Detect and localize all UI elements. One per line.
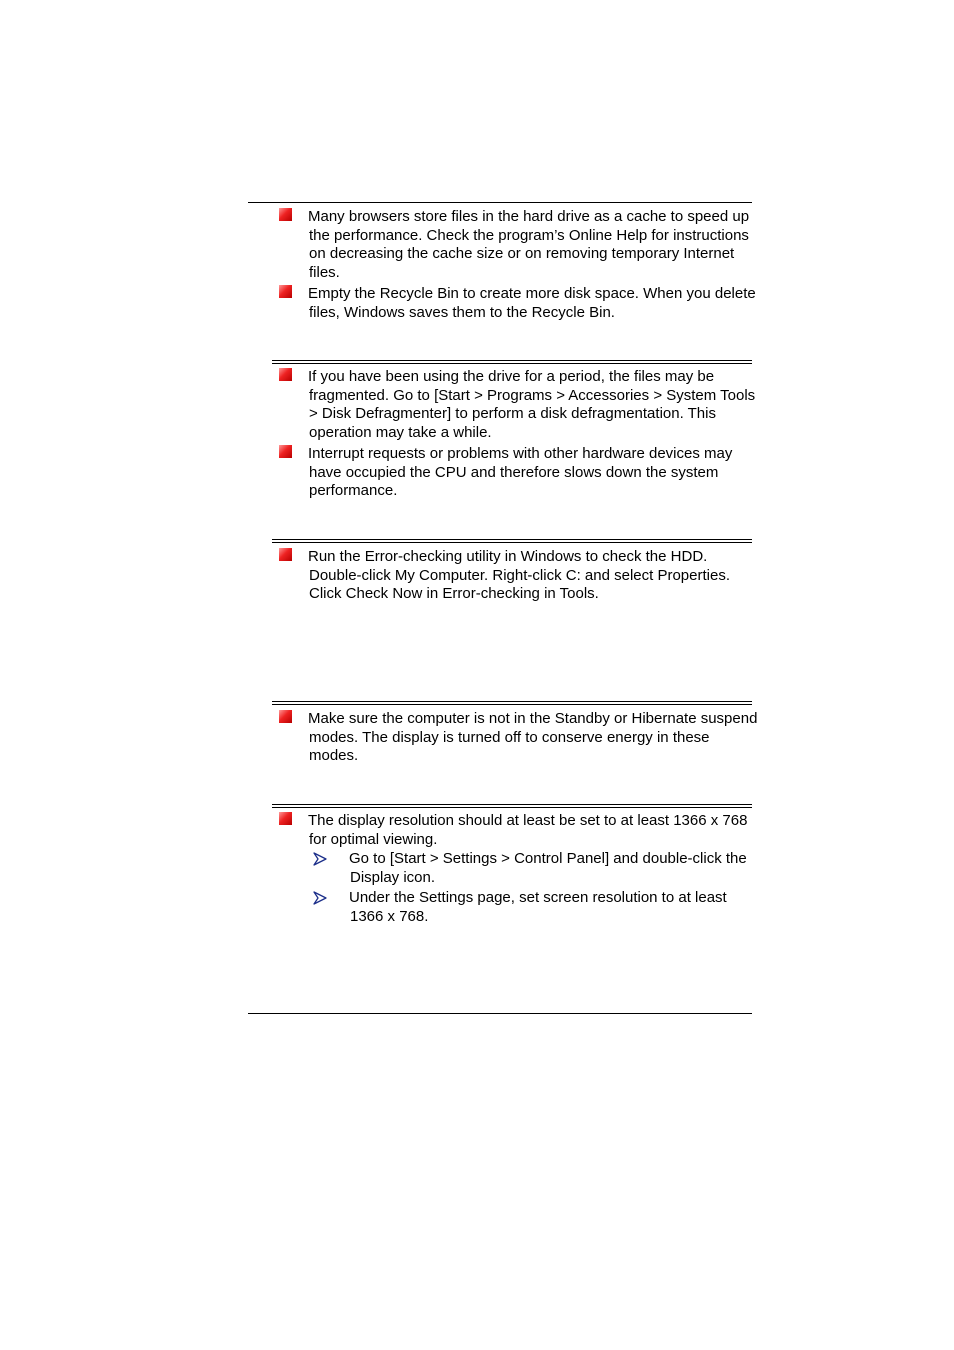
section-defragment bbox=[279, 368, 759, 503]
red-square-bullet-icon bbox=[279, 368, 292, 381]
list-item bbox=[279, 208, 759, 283]
section-standby bbox=[279, 710, 759, 768]
sub-list-item-text: Go to [Start > Settings > Control Panel] and double-click the Display icon. bbox=[349, 850, 747, 887]
list-item bbox=[279, 548, 759, 604]
list-item bbox=[279, 368, 759, 443]
section-display-resolution bbox=[279, 812, 759, 928]
bottom-rule bbox=[248, 1013, 752, 1014]
red-square-bullet-icon bbox=[279, 812, 292, 825]
sub-list-item-text: Under the Settings page, set screen resolution to at least 1366 x 768. bbox=[349, 888, 727, 925]
arrow-bullet-icon bbox=[313, 850, 327, 868]
red-square-bullet-icon bbox=[279, 548, 292, 561]
section-error-checking bbox=[279, 548, 759, 606]
section-divider bbox=[272, 804, 752, 808]
list-item-text: Interrupt requests or problems with other hardware devices may have occupied the CPU and therefore slows down the system performance. bbox=[308, 444, 733, 500]
list-item bbox=[279, 710, 759, 766]
list-item bbox=[279, 445, 759, 501]
list-item-text: If you have been using the drive for a period, the files may be fragmented. Go to [Start > Programs > Accessories > System Tools > Disk Defragmenter] to perform a disk defragmentation. This operation may take a while. bbox=[308, 368, 756, 442]
list-item-text: The display resolution should at least be set to at least 1366 x 768 for optimal viewing. bbox=[308, 812, 748, 848]
red-square-bullet-icon bbox=[279, 445, 292, 458]
list-item-text: Many browsers store files in the hard drive as a cache to speed up the performance. Check the program’s Online Help for instructions on decreasing the cache size or on removing temporary Internet files. bbox=[308, 208, 750, 282]
red-square-bullet-icon bbox=[279, 285, 292, 298]
list-item bbox=[279, 285, 759, 322]
list-item bbox=[279, 812, 759, 926]
section-divider bbox=[272, 701, 752, 705]
section-divider bbox=[272, 360, 752, 364]
list-item-text: Make sure the computer is not in the Standby or Hibernate suspend modes. The display is turned off to conserve energy in these modes. bbox=[308, 710, 758, 765]
red-square-bullet-icon bbox=[279, 710, 292, 723]
section-browser-cache bbox=[279, 208, 759, 324]
list-item-text: Run the Error-checking utility in Windows to check the HDD. Double-click My Computer. Right-click C: and select Properties. Click Check Now in Error-checking in Tools. bbox=[308, 548, 730, 603]
sub-list-item bbox=[279, 889, 759, 926]
arrow-bullet-icon bbox=[313, 889, 327, 907]
section-divider bbox=[272, 539, 752, 543]
red-square-bullet-icon bbox=[279, 208, 292, 221]
list-item-text: Empty the Recycle Bin to create more disk space. When you delete files, Windows saves them to the Recycle Bin. bbox=[308, 284, 756, 321]
top-rule bbox=[248, 202, 752, 203]
sub-list-item bbox=[279, 850, 759, 887]
